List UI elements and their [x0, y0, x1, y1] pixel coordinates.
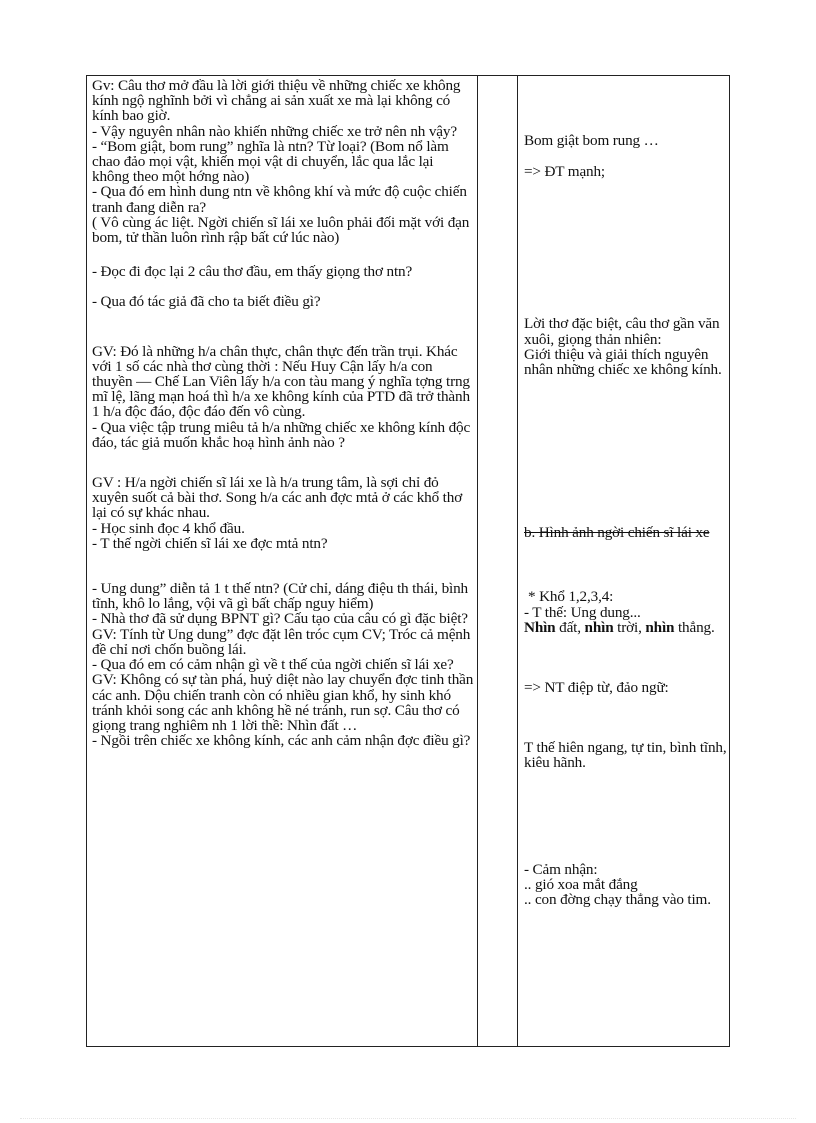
note-repetition: => NT điệp từ, đảo ngữ:: [524, 679, 669, 697]
note-perception-heading: - Cảm nhận:: [524, 860, 598, 878]
text-dat: đất,: [555, 618, 585, 636]
note-special-verse: Lời thơ đặc biệt, câu thơ gần văn xuôi, giọng thản nhiên:: [524, 315, 720, 348]
column-divider-right: [517, 76, 518, 1046]
question-tone: - Đọc đi đọc lại 2 câu thơ đầu, em thấy giọng thơ ntn?: [92, 263, 413, 281]
question-bom-giat: - “Bom giật, bom rung” nghĩa là ntn? Từ loại? (Bom nổ làm chao đảo mọi vật, khiến mọi vật di chuyển, lắc qua lắc lại không theo một hớng nào): [92, 137, 449, 186]
question-atmosphere: - Qua đó em hình dung ntn về không khí và mức độ cuộc chiến tranh đang diễn ra?: [92, 183, 467, 216]
column-divider-left: [477, 76, 478, 1046]
answer-atmosphere: ( Vô cùng ác liệt. Ngời chiến sĩ lái xe luôn phải đối mặt với đạn bom, tử thần luôn rình rập bất cứ lúc nào): [92, 213, 470, 247]
paragraph-intro: Gv: Câu thơ mở đầu là lời giới thiệu về những chiếc xe không kính ngộ nghĩnh bởi vì chẳng ai sản xuất xe mà lại không có kính bao giờ.: [92, 77, 461, 125]
question-ung-dung: - Ung dung” diễn tả 1 t thế ntn? (Cử chỉ, dáng điệu th thái, bình tĩnh, khô lo lắng, vội vã gì bất chấp nguy hiểm): [92, 580, 468, 613]
question-perception: - Ngồi trên chiếc xe không kính, các anh cảm nhận đợc điều gì?: [92, 732, 471, 750]
activities-column: [92, 78, 474, 748]
note-look-lines: [524, 620, 727, 635]
question-technique: - Nhà thơ đã sử dụng BPNT gì? Cấu tạo của câu có gì đặc biệt?: [92, 610, 468, 628]
gv-note-technique: GV: Tính từ Ung dung” đợc đặt lên tróc cụm CV; Tróc cả mệnh đề chỉ nơi chốn buồng lái.: [92, 625, 471, 658]
emphasis-nhin-2: nhìn: [584, 618, 614, 636]
emphasis-nhin-1: Nhìn: [524, 618, 556, 636]
text-thang: thẳng.: [674, 618, 715, 636]
content-column: [524, 78, 727, 907]
question-feeling: - Qua đó em có cảm nhận gì về t thế của ngời chiến sĩ lái xe?: [92, 656, 454, 674]
note-wind-eyes: .. gió xoa mắt đắng: [524, 875, 638, 893]
text-troi: trời,: [613, 618, 646, 636]
note-posture: - T thế: Ung dung...: [524, 603, 641, 621]
gv-note-spirit: GV: Không có sự tàn phá, huỷ diệt nào lay chuyển đợc tinh thần các anh. Dộu chiến tranh còn có nhiều gian khổ, hy sinh khó tránh khỏi song các anh không hề né tránh, run sợ. Câu thơ có giọng trang nghiêm nh 1 lời thề: Nhìn đất …: [92, 671, 474, 734]
instruction-read: - Học sinh đọc 4 khổ đầu.: [92, 519, 245, 537]
page-bottom-dotted-line: [20, 1118, 796, 1119]
note-proud-posture: T thế hiên ngang, tự tin, bình tĩnh, kiêu hãnh.: [524, 739, 727, 772]
note-road-heart: .. con đờng chạy thẳng vào tim.: [524, 891, 711, 909]
gv-note-real-image: GV: Đó là những h/a chân thực, chân thực đến trần trụi. Khác với 1 số các nhà thơ cùng thời : Nếu Huy Cận lấy h/a con thuyền — Chế Lan Viên lấy h/a con tàu mang ý nghĩa tợng trng mĩ lệ, lãng mạn hoá thì h/a xe không kính của PTD đã trở thành 1 h/a độc đáo, độc đáo đến vô cùng.: [92, 342, 470, 421]
section-heading-soldier: b. Hình ảnh ngời chiến sĩ lái xe: [524, 524, 710, 542]
note-introduction: Giới thiệu và giải thích nguyên nhân những chiếc xe không kính.: [524, 345, 722, 379]
question-author-message: - Qua đó tác giả đã cho ta biết điều gì?: [92, 293, 321, 311]
question-posture: - T thế ngời chiến sĩ lái xe đợc mtả ntn?: [92, 534, 328, 552]
note-bom-giat: Bom giật bom rung …: [524, 132, 659, 149]
question-cause: - Vậy nguyên nhân nào khiến những chiếc xe trở nên nh vậy?: [92, 122, 457, 140]
gv-note-soldier-image: GV : H/a ngời chiến sĩ lái xe là h/a trung tâm, là sợi chỉ đỏ xuyên suốt cả bài thơ. Song h/a các anh đợc mtả ở các khổ thơ lại có sự khác nhau.: [92, 474, 463, 522]
note-strong-verb: => ĐT mạnh;: [524, 163, 606, 181]
lesson-table: [86, 75, 730, 1047]
question-image-focus: - Qua việc tập trung miêu tả h/a những chiếc xe không kính độc đáo, tác giả muốn khắc hoạ hình ảnh nào ?: [92, 418, 471, 451]
note-stanza-range: * Khổ 1,2,3,4:: [528, 588, 614, 606]
emphasis-nhin-3: nhìn: [645, 618, 675, 636]
